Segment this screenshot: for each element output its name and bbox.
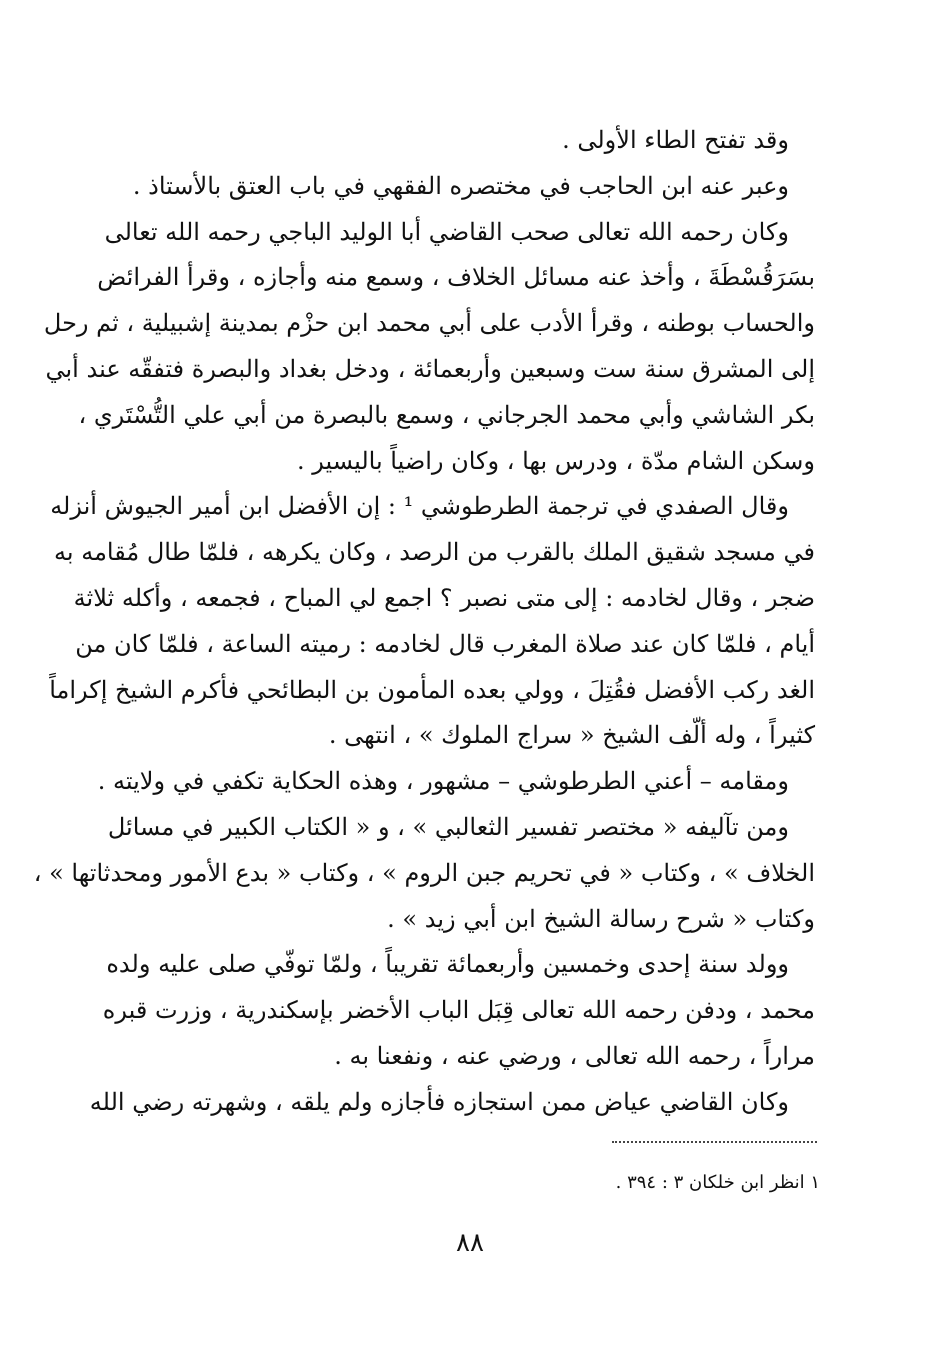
page-body bbox=[33, 118, 815, 1126]
text-line: وقال الصفدي في ترجمة الطرطوشي ¹ : إن الأفضل ابن أمير الجيوش أنزله bbox=[50, 492, 789, 521]
text-line: أيام ، فلمّا كان عند صلاة المغرب قال لخادمه : رميته الساعة ، فلمّا كان من bbox=[75, 629, 815, 658]
text-line: وكتاب « شرح رسالة الشيخ ابن أبي زيد » . bbox=[387, 904, 815, 933]
text-line: إلى المشرق سنة ست وسبعين وأربعمائة ، ودخل بغداد والبصرة فتفقّه عند أبي bbox=[45, 354, 815, 383]
text-line: الغد ركب الأفضل فقُتِلَ ، وولي بعده المأمون بن البطائحي فأكرم الشيخ إكراماً bbox=[49, 675, 815, 704]
footnote-divider bbox=[612, 1141, 817, 1143]
text-line: مراراً ، رحمه الله تعالى ، ورضي عنه ، ونفعنا به . bbox=[334, 1041, 815, 1070]
text-line: وعبر عنه ابن الحاجب في مختصره الفقهي في باب العتق بالأستاذ . bbox=[132, 171, 789, 200]
footnote: ١ انظر ابن خلكان ٣ : ٣٩٤ . bbox=[615, 1172, 820, 1193]
text-line: ومقامه – أعني الطرطوشي – مشهور ، وهذه الحكاية تكفي في ولايته . bbox=[97, 767, 789, 796]
main-text bbox=[33, 118, 815, 1126]
text-line: وكان القاضي عياض ممن استجازه فأجازه ولم يلقه ، وشهرته رضي الله bbox=[89, 1087, 789, 1116]
text-line: بكر الشاشي وأبي محمد الجرجاني ، وسمع بالبصرة من أبي علي التُّسْتَري ، bbox=[78, 400, 815, 429]
text-line: وكان رحمه الله تعالى صحب القاضي أبا الوليد الباجي رحمه الله تعالى bbox=[104, 217, 789, 246]
text-line: في مسجد شقيق الملك بالقرب من الرصد ، وكان يكرهه ، فلمّا طال مُقامه به bbox=[54, 538, 815, 567]
text-line: الخلاف » ، وكتاب « في تحريم جبن الروم » ، وكتاب « بدع الأمور ومحدثاتها » ، bbox=[33, 858, 815, 887]
text-line: ومن تآليفه « مختصر تفسير الثعالبي » ، و « الكتاب الكبير في مسائل bbox=[107, 812, 789, 841]
text-line: كثيراً ، وله ألّف الشيخ « سراج الملوك » ، انتهى . bbox=[328, 721, 815, 750]
text-line: وسكن الشام مدّة ، ودرس بها ، وكان راضياً باليسير . bbox=[296, 446, 815, 475]
text-line: محمد ، ودفن رحمه الله تعالى قِبَل الباب الأخضر بإسكندرية ، وزرت قبره bbox=[102, 996, 815, 1025]
text-line: وولد سنة إحدى وخمسين وأربعمائة تقريباً ، ولمّا توفّي صلى عليه ولده bbox=[106, 950, 789, 979]
text-line: وقد تفتح الطاء الأولى . bbox=[562, 126, 789, 154]
text-line: ضجر ، وقال لخادمه : إلى متى نصبر ؟ اجمع لي المباح ، فجمعه ، وأكله ثلاثة bbox=[73, 583, 815, 612]
text-line: بسَرَقُسْطَةَ ، وأخذ عنه مسائل الخلاف ، وسمع منه وأجازه ، وقرأ الفرائض bbox=[97, 263, 815, 292]
text-line: والحساب بوطنه ، وقرأ الأدب على أبي محمد ابن حزْم بمدينة إشبيلية ، ثم رحل bbox=[43, 309, 815, 338]
page-number: ٨٨ bbox=[456, 1228, 484, 1258]
